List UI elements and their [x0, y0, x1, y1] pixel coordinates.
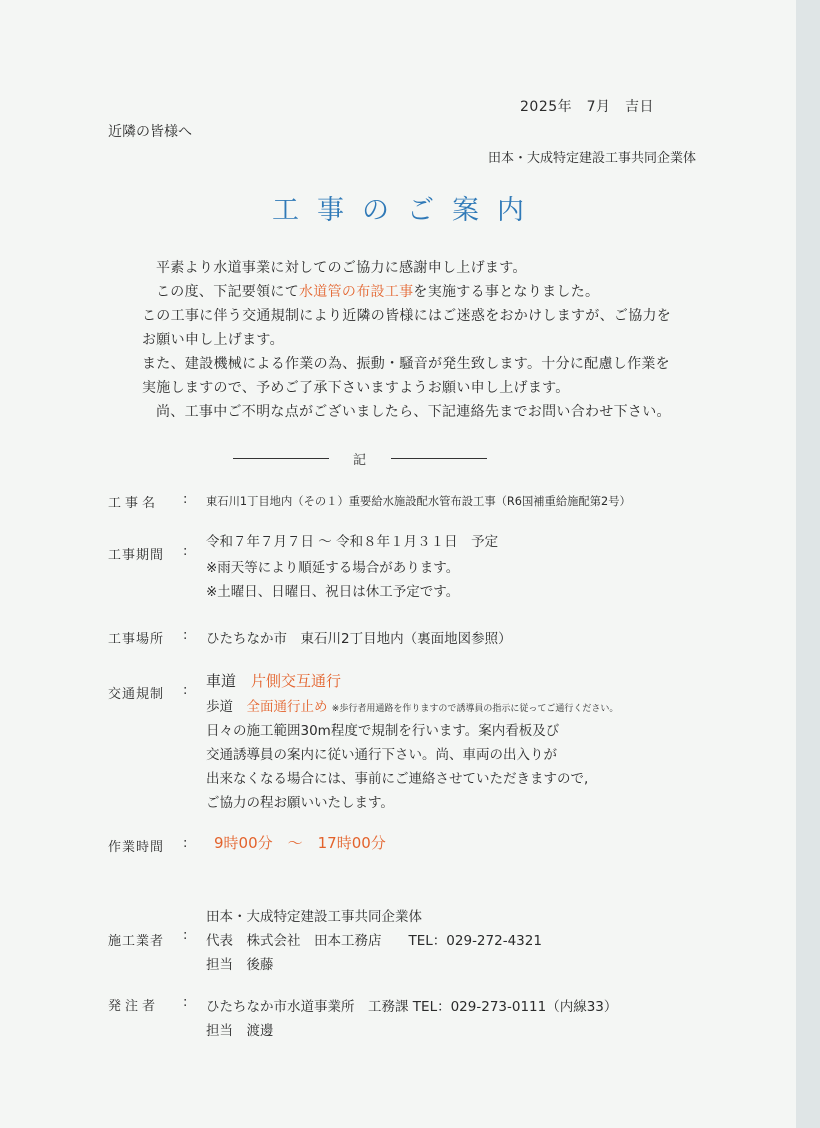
orderer-line-1: ひたちなか市水道事業所 工務課 TEL：029-273-0111（内線33） — [206, 999, 618, 1015]
recipient: 近隣の皆様へ — [108, 124, 192, 140]
orderer-colon: : — [183, 995, 188, 1010]
intro-line-3: この工事に伴う交通規制により近隣の皆様にはご迷惑をおかけしますが、ご協力を — [142, 308, 672, 324]
name-value: 東石川1丁目地内（その１）重要給水施設配水管布設工事（R6国補重給施配第2号） — [206, 495, 631, 508]
traffic-label: 交通規制 — [108, 687, 165, 702]
traffic-walk-note: ※歩行者用通路を作りますので誘導員の指示に従ってご通行ください。 — [331, 704, 619, 714]
intro-highlight: 水道管の布設工事 — [299, 284, 414, 300]
page-title: 工事のご案内 — [272, 195, 542, 226]
traffic-colon: : — [183, 683, 188, 698]
place-colon: : — [183, 628, 188, 643]
hours-label: 作業時間 — [108, 840, 165, 855]
intro-line-6: 実施しますので、予めご了承下さいますようお願い申し上げます。 — [142, 380, 570, 396]
hours-value: 9時00分 ～ 17時00分 — [214, 834, 386, 852]
traffic-text-1: 日々の施工範囲30m程度で規制を行います。案内看板及び — [206, 723, 560, 739]
contractor-line-1: 田本・大成特定建設工事共同企業体 — [206, 909, 422, 925]
traffic-walk-value: 全面通行止め — [246, 699, 328, 715]
period-label: 工事期間 — [108, 548, 165, 563]
traffic-walk-line — [206, 695, 618, 715]
intro-line-4: お願い申し上げます。 — [142, 332, 284, 348]
intro-line-2-pre: この度、下記要領にて — [156, 284, 299, 300]
sender: 田本・大成特定建設工事共同企業体 — [488, 151, 697, 166]
place-value: ひたちなか市 東石川2丁目地内（裏面地図参照） — [206, 631, 512, 647]
page-edge — [796, 0, 820, 1128]
name-label: 工事名 — [108, 496, 160, 511]
intro-line-2 — [156, 281, 599, 301]
traffic-walk-label: 歩道 — [206, 699, 233, 715]
name-colon: : — [183, 492, 188, 507]
traffic-road-line — [206, 670, 341, 691]
contractor-colon: : — [183, 928, 188, 943]
traffic-road-label: 車道 — [206, 672, 237, 690]
orderer-line-2: 担当 渡邊 — [206, 1023, 274, 1039]
intro-line-1: 平素より水道事業に対してのご協力に感謝申し上げます。 — [156, 260, 527, 276]
ki-divider-left — [233, 458, 329, 459]
hours-colon: : — [183, 836, 188, 851]
period-value: 令和７年７月７日 ～ 令和８年１月３１日 予定 — [206, 534, 499, 550]
traffic-text-2: 交通誘導員の案内に従い通行下さい。尚、車両の出入りが — [206, 747, 557, 763]
period-note-2: ※土曜日、日曜日、祝日は休工予定です。 — [206, 584, 460, 600]
traffic-text-4: ご協力の程お願いいたします。 — [206, 795, 394, 811]
ki-divider-right — [391, 458, 487, 459]
intro-line-2-post: を実施する事となりました。 — [413, 284, 600, 300]
place-label: 工事場所 — [108, 632, 165, 647]
traffic-text-3: 出来なくなる場合には、事前にご連絡させていただきますので, — [206, 771, 589, 787]
intro-line-5: また、建設機械による作業の為、振動・騒音が発生致します。十分に配慮し作業を — [142, 356, 670, 372]
contractor-line-2: 代表 株式会社 田本工務店 TEL：029-272-4321 — [206, 933, 542, 949]
period-colon: : — [183, 544, 188, 559]
orderer-label: 発注者 — [108, 999, 160, 1014]
traffic-road-value: 片側交互通行 — [251, 672, 342, 690]
intro-line-7: 尚、工事中ご不明な点がございましたら、下記連絡先までお問い合わせ下さい。 — [156, 404, 671, 420]
contractor-label: 施工業者 — [108, 934, 165, 949]
period-note-1: ※雨天等により順延する場合があります。 — [206, 560, 460, 576]
contractor-line-3: 担当 後藤 — [206, 957, 274, 973]
ki-heading: 記 — [353, 453, 367, 468]
notice-date: 2025年 7月 吉日 — [520, 99, 655, 115]
